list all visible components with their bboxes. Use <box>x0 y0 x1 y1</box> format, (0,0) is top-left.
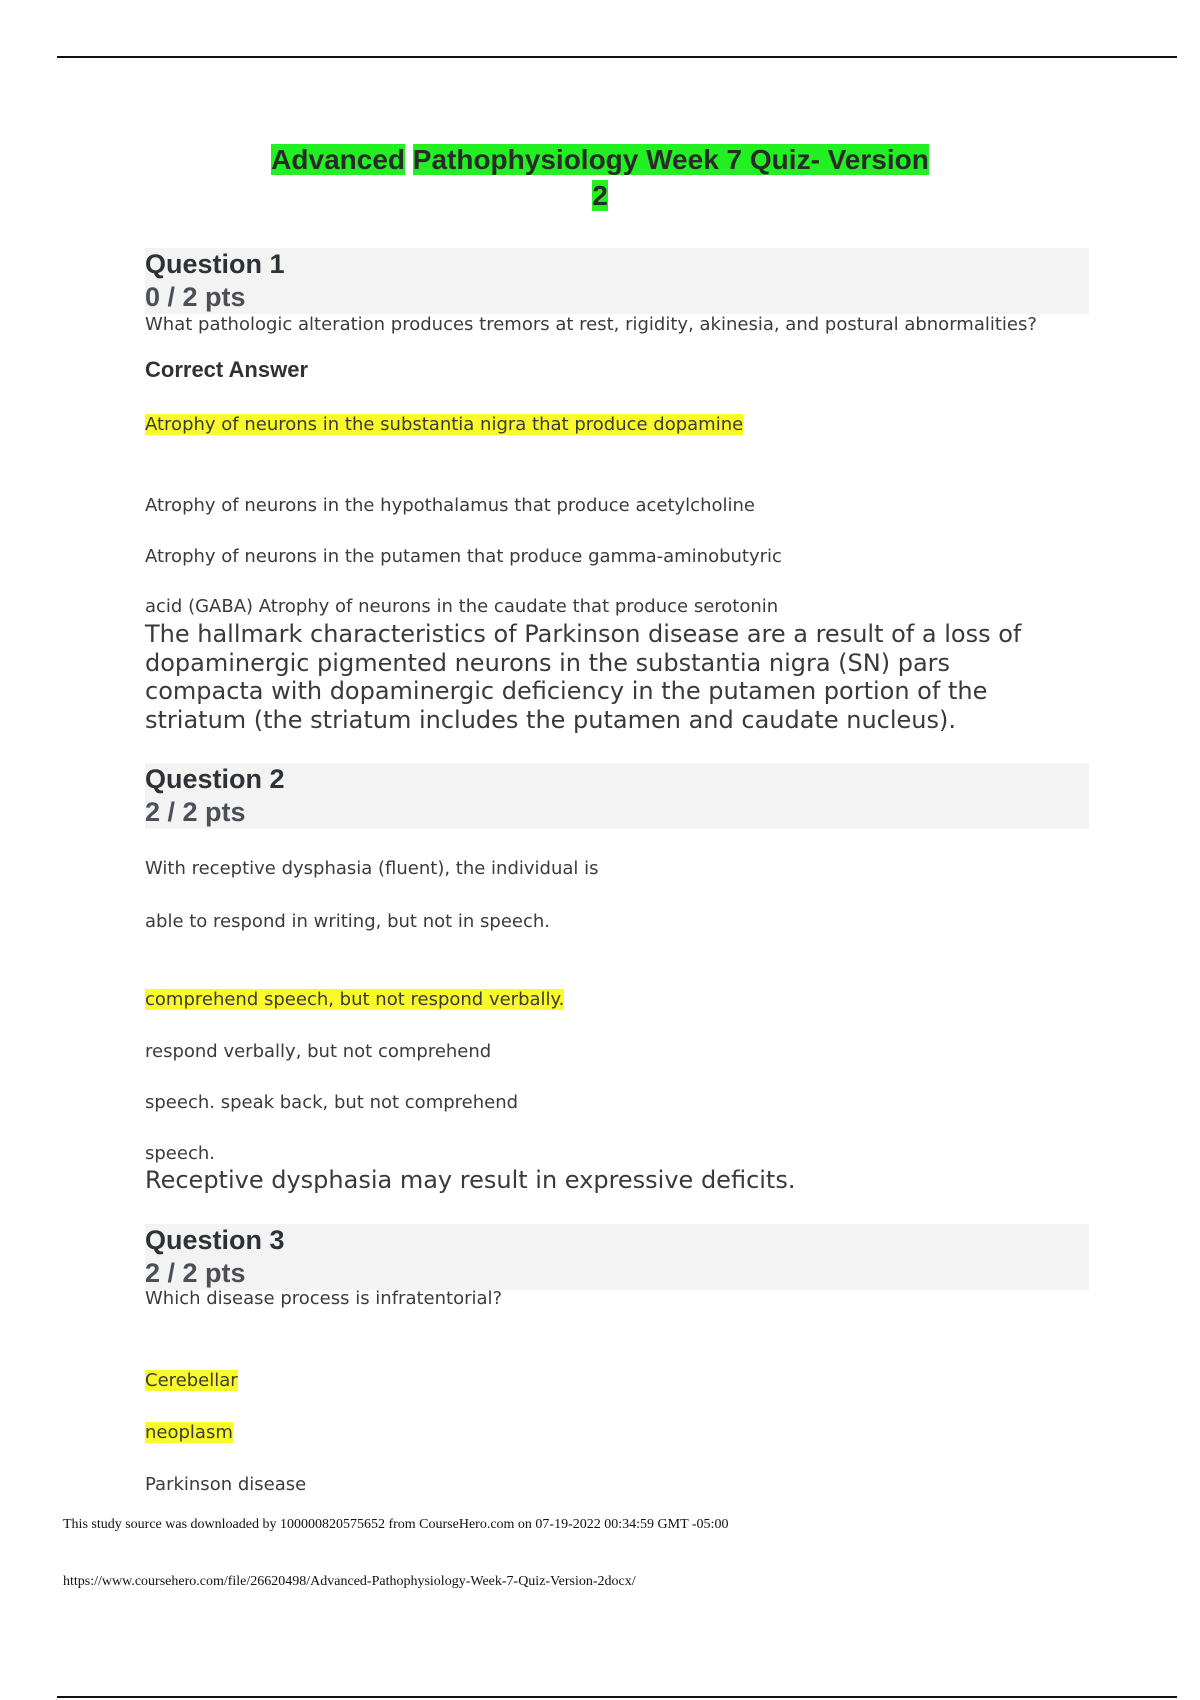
question-2-heading: Question 2 <box>145 764 285 794</box>
document-title <box>0 142 1200 214</box>
question-1-prompt: What pathologic alteration produces tremors at rest, rigidity, akinesia, and postural abnormalities? <box>145 314 1037 335</box>
question-2-explanation: Receptive dysphasia may result in expressive deficits. <box>145 1166 796 1194</box>
question-3-header <box>145 1224 1089 1290</box>
question-1-explanation: The hallmark characteristics of Parkinson disease are a result of a loss of dopaminergic pigmented neurons in the substantia nigra (SN) pars compacta with dopaminergic deficiency in the putamen portion of the striatum (the striatum includes the putamen and caudate nucleus). <box>145 620 1022 734</box>
question-3-correct-answer: neoplasm <box>145 1422 233 1443</box>
question-1-header <box>145 248 1089 314</box>
question-2-option: speech. speak back, but not comprehend <box>145 1092 519 1113</box>
question-3-prompt: Which disease process is infratentorial? <box>145 1288 503 1309</box>
title-part-a: Advanced <box>271 144 405 175</box>
question-1-correct-label: Correct Answer <box>145 357 309 382</box>
title-part-b: Pathophysiology Week 7 Quiz- Version <box>412 144 929 175</box>
question-2-option: respond verbally, but not comprehend <box>145 1041 492 1062</box>
question-3-points: 2 / 2 pts <box>145 1258 246 1288</box>
question-1-heading: Question 1 <box>145 249 285 279</box>
question-2-prompt: With receptive dysphasia (fluent), the individual is <box>145 858 599 879</box>
question-2-correct-answer: comprehend speech, but not respond verbally. <box>145 989 565 1010</box>
question-1-correct-answer: Atrophy of neurons in the substantia nigra that produce dopamine <box>145 414 744 435</box>
question-2-header <box>145 763 1089 829</box>
bottom-rule <box>57 1696 1177 1698</box>
question-3-option: Parkinson disease <box>145 1474 307 1495</box>
question-3-heading: Question 3 <box>145 1225 285 1255</box>
title-line-2: 2 <box>592 180 608 211</box>
question-1-points: 0 / 2 pts <box>145 282 246 312</box>
source-url[interactable]: https://www.coursehero.com/file/26620498/Advanced-Pathophysiology-Week-7-Quiz-Version-2docx/ <box>63 1574 636 1589</box>
download-notice: This study source was downloaded by 100000820575652 from CourseHero.com on 07-19-2022 00:34:59 GMT -05:00 <box>63 1517 729 1532</box>
question-1-option: acid (GABA) Atrophy of neurons in the caudate that produce serotonin <box>145 596 779 617</box>
question-2-option: able to respond in writing, but not in speech. <box>145 911 551 932</box>
question-1-option: Atrophy of neurons in the hypothalamus that produce acetylcholine <box>145 495 755 516</box>
question-3-correct-answer: Cerebellar <box>145 1370 238 1391</box>
question-1-option: Atrophy of neurons in the putamen that produce gamma-aminobutyric <box>145 546 782 567</box>
top-rule <box>57 56 1177 58</box>
question-2-points: 2 / 2 pts <box>145 797 246 827</box>
question-2-option: speech. <box>145 1143 215 1164</box>
